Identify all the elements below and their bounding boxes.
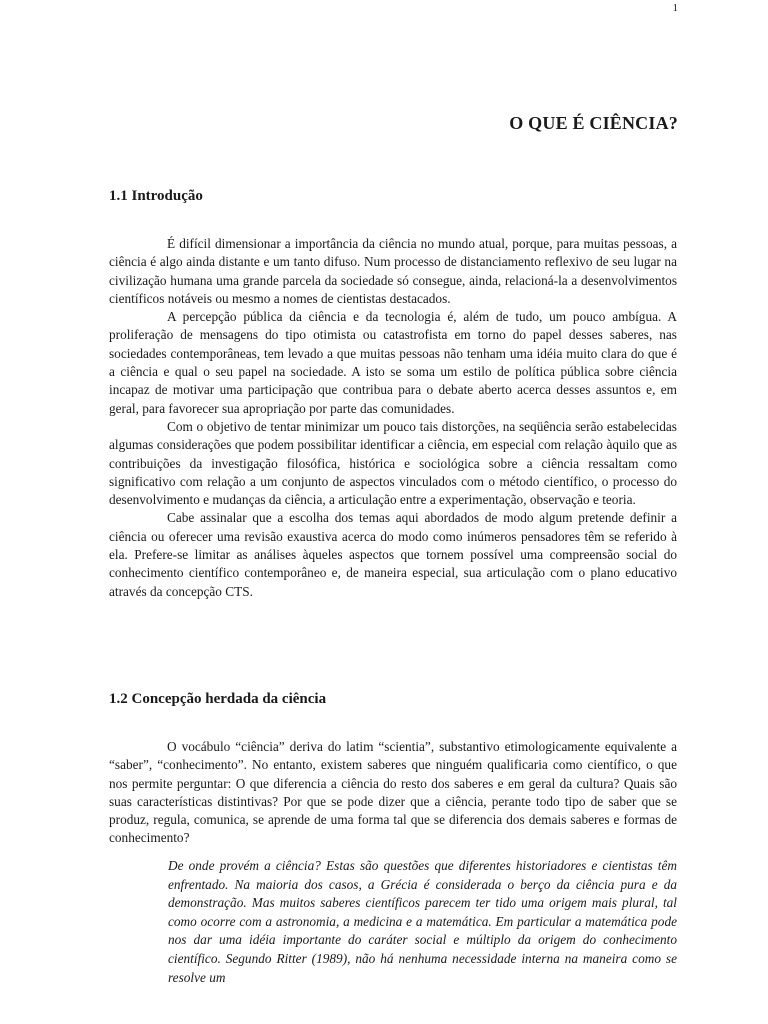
paragraph: É difícil dimensionar a importância da ciência no mundo atual, porque, para muitas pessoas, a ciência é algo ainda distante e um tanto difuso. Num processo de distanciamento reflexivo de seu lugar na civilização humana uma grande parcela da sociedade só consegue, ainda, relacioná-la a desenvolvimentos científicos notáveis ou mesmo a nomes de cientistas destacados. [109,236,677,306]
introducao-body [109,235,677,601]
paragraph: Com o objetivo de tentar minimizar um pouco tais distorções, na seqüência serão estabelecidas algumas considerações que podem possibilitar identificar a ciência, em especial com relação àquilo que as contribuições da investigação filosófica, histórica e sociológica sobre a ciência ressaltam como significativo com relação a um conjunto de aspectos vinculados com o método científico, o processo do desenvolvimento e mudanças da ciência, a articulação entre a experimentação, observação e teoria. [109,418,677,508]
paragraph: O vocábulo “ciência” deriva do latim “scientia”, substantivo etimologicamente equivalente a “saber”, “conhecimento”. No entanto, existem saberes que ninguém qualificaria como científico, o que nos permite perguntar: O que diferencia a ciência do resto dos saberes e em geral da cultura? Quais são suas características distintivas? Por que se pode dizer que a ciência, perante todo tipo de saber que se produz, regula, comunica, se aprende de uma forma tal que se diferencia dos demais saberes e formas de conhecimento? [109,739,677,846]
paragraph: A percepção pública da ciência e da tecnologia é, além de tudo, um pouco ambígua. A proliferação de mensagens do tipo otimista ou catastrofista em torno do papel desses saberes, nas sociedades contemporâneas, tem levado a que muitas pessoas não tenham uma idéia muito clara do que é a ciência e qual o seu papel na sociedade. A isto se soma um estilo de política pública sobre ciência incapaz de motivar uma participação que contribua para o debate aberto acerca desses assuntos e, em geral, para favorecer sua apropriação por parte das comunidades. [109,309,677,416]
page-number: 1 [672,2,678,14]
paragraph: Cabe assinalar que a escolha dos temas aqui abordados de modo algum pretende definir a ciência ou oferecer uma revisão exaustiva acerca do modo como inúmeros pensadores têm se referido à ela. Prefere-se limitar as análises àqueles aspectos que tornem possível uma compreensão social do conhecimento científico contemporâneo e, de maneira especial, sua articulação com o plano educativo através da concepção CTS. [109,510,677,599]
concepcao-body [109,738,677,848]
section-heading-introducao: 1.1 Introdução [109,188,203,204]
document-title: O QUE É CIÊNCIA? [509,113,678,133]
section-heading-concepcao: 1.2 Concepção herdada da ciência [109,691,327,707]
block-quote: De onde provém a ciência? Estas são questões que diferentes historiadores e cientistas têm enfrentado. Na maioria dos casos, a Grécia é considerada o berço da ciência pura e da demonstração. Mas muitos saberes científicos parecem ter tido uma origem mais plural, tal como ocorre com a astronomia, a medicina e a matemática. Em particular a matemática pode nos dar uma idéia importante do caráter social e múltiplo da origem do conhecimento científico. Segundo Ritter (1989), não há nenhuma necessidade interna na maneira como se resolve um [168,858,677,985]
